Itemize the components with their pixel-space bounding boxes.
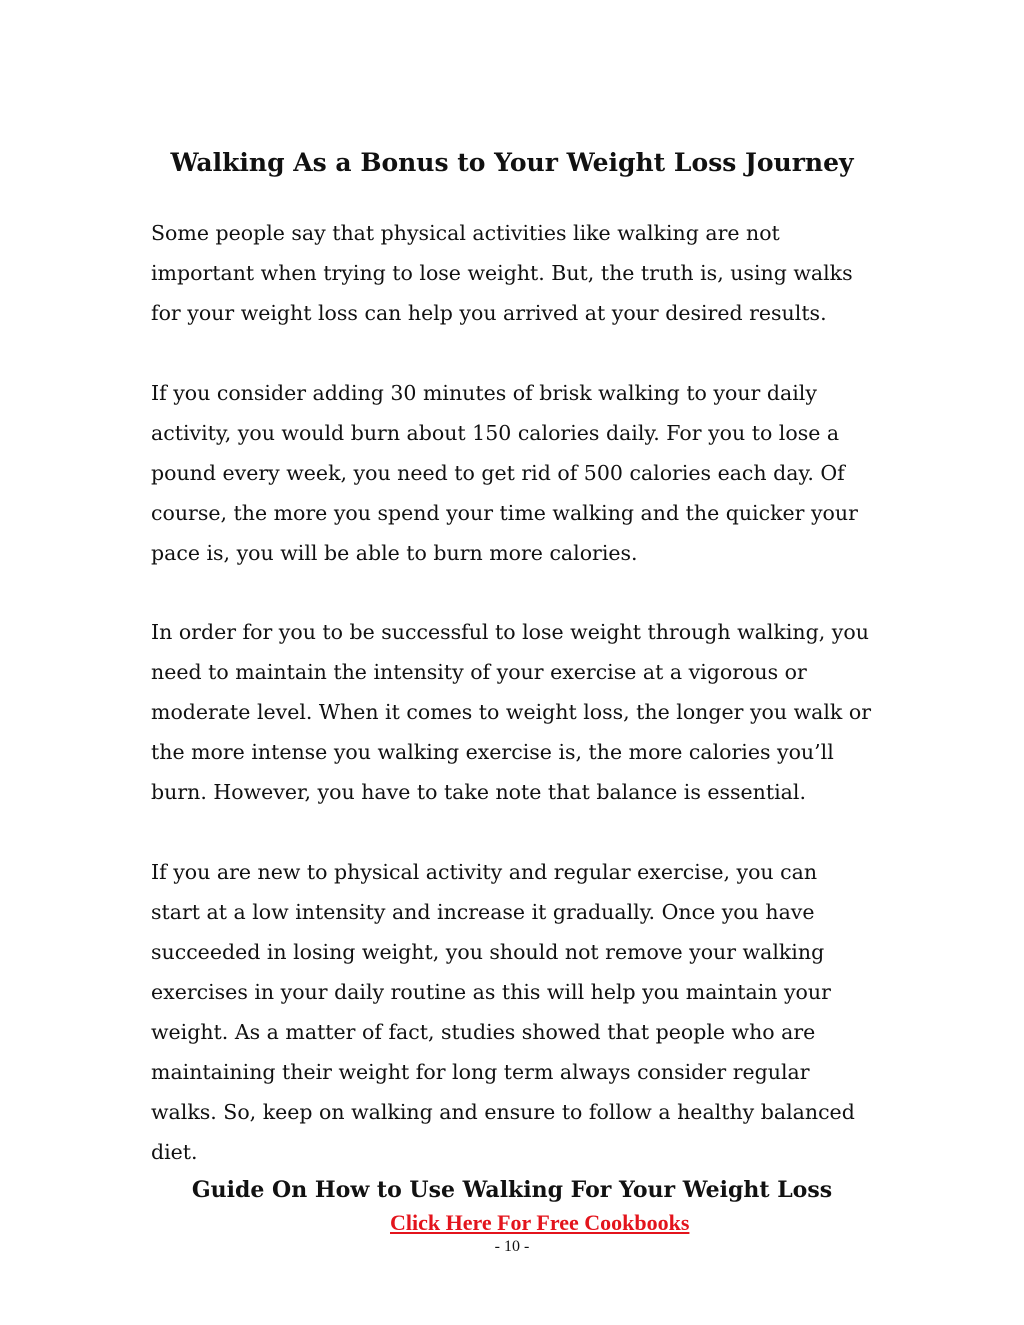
guide-heading: Guide On How to Use Walking For Your Weight Loss — [191, 1177, 833, 1203]
paragraph-2: If you consider adding 30 minutes of brisk walking to your daily activity, you would burn about 150 calories daily. For you to lose a pound every week, you need to get rid of 500 calories each day. Of course, the more you spend your time walking and the quicker your pace is, you will be able to burn more calories. — [151, 381, 858, 565]
paragraph-3: In order for you to be successful to lose weight through walking, you need to maintain the intensity of your exercise at a vigorous or moderate level. When it comes to weight loss, the longer you walk or the more intense you walking exercise is, the more calories you’ll burn. However, you have to take note that balance is essential. — [151, 620, 871, 804]
page-number: - 10 - — [494, 1238, 530, 1255]
paragraph-1: Some people say that physical activities like walking are not important when trying to lose weight. But, the truth is, using walks for your weight loss can help you arrived at your desired results. — [151, 221, 853, 325]
page-title: Walking As a Bonus to Your Weight Loss Journey — [170, 148, 854, 177]
paragraph-4: If you are new to physical activity and regular exercise, you can start at a low intensity and increase it gradually. Once you have succeeded in losing weight, you should not remove your walking exercises in your daily routine as this will help you maintain your weight. As a matter of fact, studies showed that people who are maintaining their weight for long term always consider regular walks. So, keep on walking and ensure to follow a healthy balanced diet. — [151, 860, 855, 1164]
free-cookbooks-link[interactable]: Click Here For Free Cookbooks — [390, 1210, 690, 1235]
